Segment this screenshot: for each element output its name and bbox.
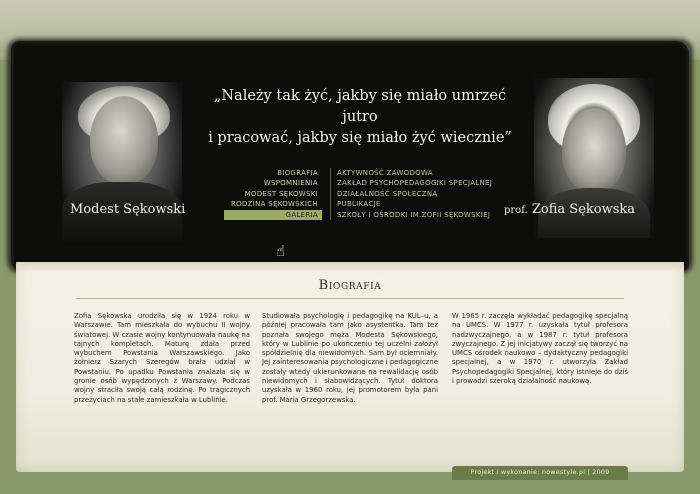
nav-publikacje[interactable]: PUBLIKACJE — [337, 200, 381, 209]
name-text: Zofia Sękowska — [531, 202, 636, 217]
biography-column-1: Zofia Sękowska urodziła się w 1924 roku w Warszawie. Tam mieszkała do wybuchu II wojny światowej. W czasie wojny kontynuowała naukę na tajnych kompletach. Maturę zdała przed wybuchem Powstania Warszawskiego. Jako żołnierz Szarych Szeregów brała udział w Powstaniu. Po upadku Powstania znalazła się w gronie osób wypędzonych z Warszawy. Podczas wojny straciła swoją całą rodzinę. Po tragicznych przeżyciach na stałe zamieszkała w Lublinie. — [74, 312, 250, 404]
name-modest: Modest Sękowski — [70, 202, 186, 217]
nav-modest-sekowski[interactable]: MODEST SĘKOWSKI — [244, 189, 318, 198]
nav-biografia[interactable]: BIOGRAFIA — [277, 169, 318, 177]
portrait-modest — [62, 82, 182, 242]
main-nav — [224, 168, 322, 220]
portrait-face — [90, 96, 158, 184]
hand-cursor-icon: ☝ — [276, 242, 286, 260]
nav-rodzina-sekowskich[interactable]: RODZINA SĘKOWSKICH — [230, 200, 318, 209]
nav-zaklad-psychopedagogiki[interactable]: ZAKŁAD PSYCHOPEDAGOGIKI SPECJALNEJ — [337, 179, 493, 188]
quote-line-1: „Należy tak żyć, jakby się miało umrzeć jutro — [213, 88, 507, 125]
secondary-nav — [330, 168, 510, 220]
quote-line-2: i pracować, jakby się miało żyć wiecznie” — [208, 130, 512, 146]
biography-column-2: Studiowała psychologię i pedagogikę na KUL–u, a później pracowała tam jako asystentka. Tam też poznała swojego męża Modesta Sękowskiego, który w Lublinie po ukończeniu tej uczelni założył spółdzielnię dla niewidomych. Sam był ociemniały. Jej zainteresowania psychologiczne i pedagogiczne zostały wtedy ukierunkowane na rewalidację osób niewidomych i słabowidzących. Tytuł doktora uzyskała w 1960 roku, jej promotorem była pani prof. Maria Grzegorzewska. — [262, 312, 438, 404]
footer-credits: Projekt i wykonanie: nowestyle.pl | 2009 — [452, 466, 628, 480]
motto-quote — [200, 86, 520, 149]
nav-dzialalnosc-spoleczna[interactable]: DZIAŁALNOŚĆ SPOŁECZNA — [337, 189, 438, 198]
section-title: Biografia — [318, 278, 382, 293]
nav-galeria[interactable]: GALERIA — [224, 210, 322, 220]
nav-aktywnosc-zawodowa[interactable]: AKTYWNOŚĆ ZAWODOWA — [337, 169, 433, 177]
name-zofia — [504, 202, 635, 217]
header-banner — [14, 44, 686, 268]
biography-section — [16, 262, 684, 472]
nav-wspomnienia[interactable]: WSPOMNIENIA — [263, 179, 318, 188]
title-divider — [76, 298, 624, 299]
name-prefix: prof. — [504, 205, 528, 216]
nav-szkoly-i-osrodki[interactable]: SZKOŁY I OŚRODKI IM.ZOFII SĘKOWSKIEJ — [337, 210, 491, 219]
biography-column-3: W 1965 r. zaczęła wykładać pedagogikę specjalną na UMCS. W 1977 r. uzyskała tytuł profesora nadzwyczajnego, a w 1987 r. tytuł profesora zwyczajnego. Z jej inicjatywy zaczął się tworzyć na UMCS ośrodek naukowo – dydaktyczny pedagogiki specjalnej, a w 1970 r. utworzyła Zakład Psychopedagogiki Specjalnej, który istnieje do dziś i prowadzi szeroką działalność naukową. — [452, 312, 628, 386]
portrait-face — [562, 108, 626, 192]
